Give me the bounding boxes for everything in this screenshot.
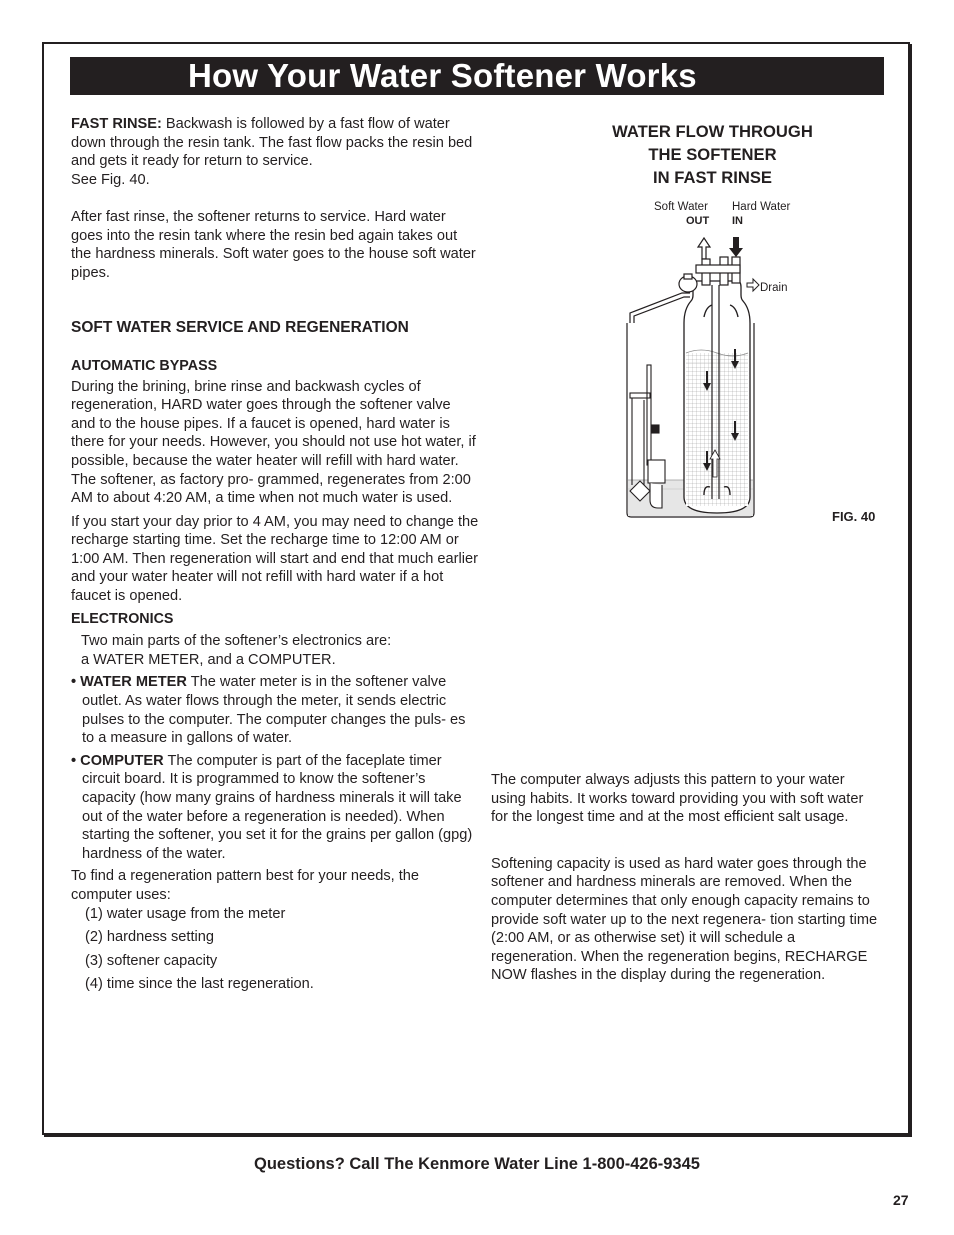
in-label: IN: [732, 215, 743, 227]
figure-title-line-2: THE SOFTENER: [648, 145, 777, 164]
electronics-heading: ELECTRONICS: [71, 610, 174, 627]
resin-tank: [684, 281, 750, 513]
after-rinse-paragraph: After fast rinse, the softener returns to service. Hard water goes into the resin tank where the resin bed again takes out the hardness minerals. Soft water goes to the house soft water pipes.: [71, 208, 476, 281]
bypass-heading: AUTOMATIC BYPASS: [71, 357, 218, 374]
drain-arrow: [747, 279, 759, 291]
water-meter-text: The water meter is in the softener valve outlet. As water flows through the meter, it sends electric pulses to the computer. The computer changes the puls- es to a measure in gallons of water.: [82, 674, 466, 747]
drain-label: Drain: [760, 282, 788, 294]
footer-helpline: Questions? Call The Kenmore Water Line 1-800-426-9345: [254, 1155, 700, 1173]
pattern-item-2: (2) hardness setting: [85, 929, 214, 946]
pattern-item-3: (3) softener capacity: [85, 952, 218, 969]
bypass-paragraph: During the brining, brine rinse and backwash cycles of regeneration, HARD water goes through the softener valve and to the house pipes. If a faucet is opened, hard water is there for your needs. However, you should not use hot water, if possible, because the water heater will refill with hard water. The softener, as factory pro- grammed, regenerates from 2:00 AM to about 4:20 AM, a time when not much water is used.: [71, 378, 476, 507]
right-column: [491, 771, 883, 985]
computer-item: [71, 752, 479, 864]
soft-water-out-arrow: [698, 238, 710, 259]
fast-rinse-label: FAST RINSE:: [71, 116, 162, 132]
pattern-item-1: (1) water usage from the meter: [85, 905, 286, 922]
electronics-line-1: Two main parts of the softener’s electronics are:: [81, 633, 392, 650]
figure-title-line-1: WATER FLOW THROUGH: [612, 122, 813, 141]
capacity-paragraph: Softening capacity is used as hard water goes through the softener and hardness minerals are removed. When the computer determines that only enough capacity remains to provide soft water up to the next regenera- tion starting time (2:00 AM, or as otherwise set) it will schedule a regeneration. When the regeneration begins, RECHARGE NOW flashes in the display during the regeneration.: [491, 855, 878, 984]
early-start-paragraph: If you start your day prior to 4 AM, you may need to change the recharge starting time. Set the recharge time to 12:00 AM or 1:00 AM. Then regeneration will start and end that much earlier and your water heater will not refill with hard water if a hot faucet is opened.: [71, 513, 479, 605]
out-label: OUT: [686, 215, 710, 227]
softener-diagram: [600, 195, 820, 520]
figure-title: [560, 120, 865, 189]
hard-water-in-arrow: [729, 237, 743, 257]
water-meter-label: • WATER METER: [71, 674, 187, 691]
page-number: 27: [893, 1192, 909, 1208]
computer-text: The computer is part of the faceplate timer circuit board. It is programmed to know the softener’s capacity (how many grains of hardness minerals it will take out of the water before a regeneration is needed). When starting the softener, you set it for the grains per gallon (gpg) hardness of the water.: [82, 752, 473, 862]
left-column: [71, 115, 479, 994]
figure-title-line-3: IN FAST RINSE: [653, 168, 772, 187]
electronics-line-2: a WATER METER, and a COMPUTER.: [81, 651, 336, 668]
fast-rinse-paragraph: [71, 115, 479, 189]
hard-water-label: Hard Water: [732, 201, 791, 213]
soft-water-label: Soft Water: [654, 201, 708, 213]
page-title: How Your Water Softener Works: [188, 57, 697, 94]
section-heading: SOFT WATER SERVICE AND REGENERATION: [71, 319, 409, 337]
title-banner: [70, 57, 884, 95]
water-meter-item: [71, 673, 479, 747]
fast-rinse-text: Backwash is followed by a fast flow of water down through the resin tank. The fast flow packs the resin bed and gets it ready for return to service.: [71, 116, 473, 170]
pattern-intro: To find a regeneration pattern best for your needs, the computer uses:: [71, 868, 420, 903]
adjust-paragraph: The computer always adjusts this pattern to your water using habits. It works toward providing you with soft water for the longest time and at the most efficient salt usage.: [491, 772, 864, 826]
computer-label: • COMPUTER: [71, 752, 164, 769]
fast-rinse-see: See Fig. 40.: [71, 171, 150, 188]
figure-label: FIG. 40: [832, 509, 876, 524]
pattern-item-4: (4) time since the last regeneration.: [85, 976, 314, 993]
